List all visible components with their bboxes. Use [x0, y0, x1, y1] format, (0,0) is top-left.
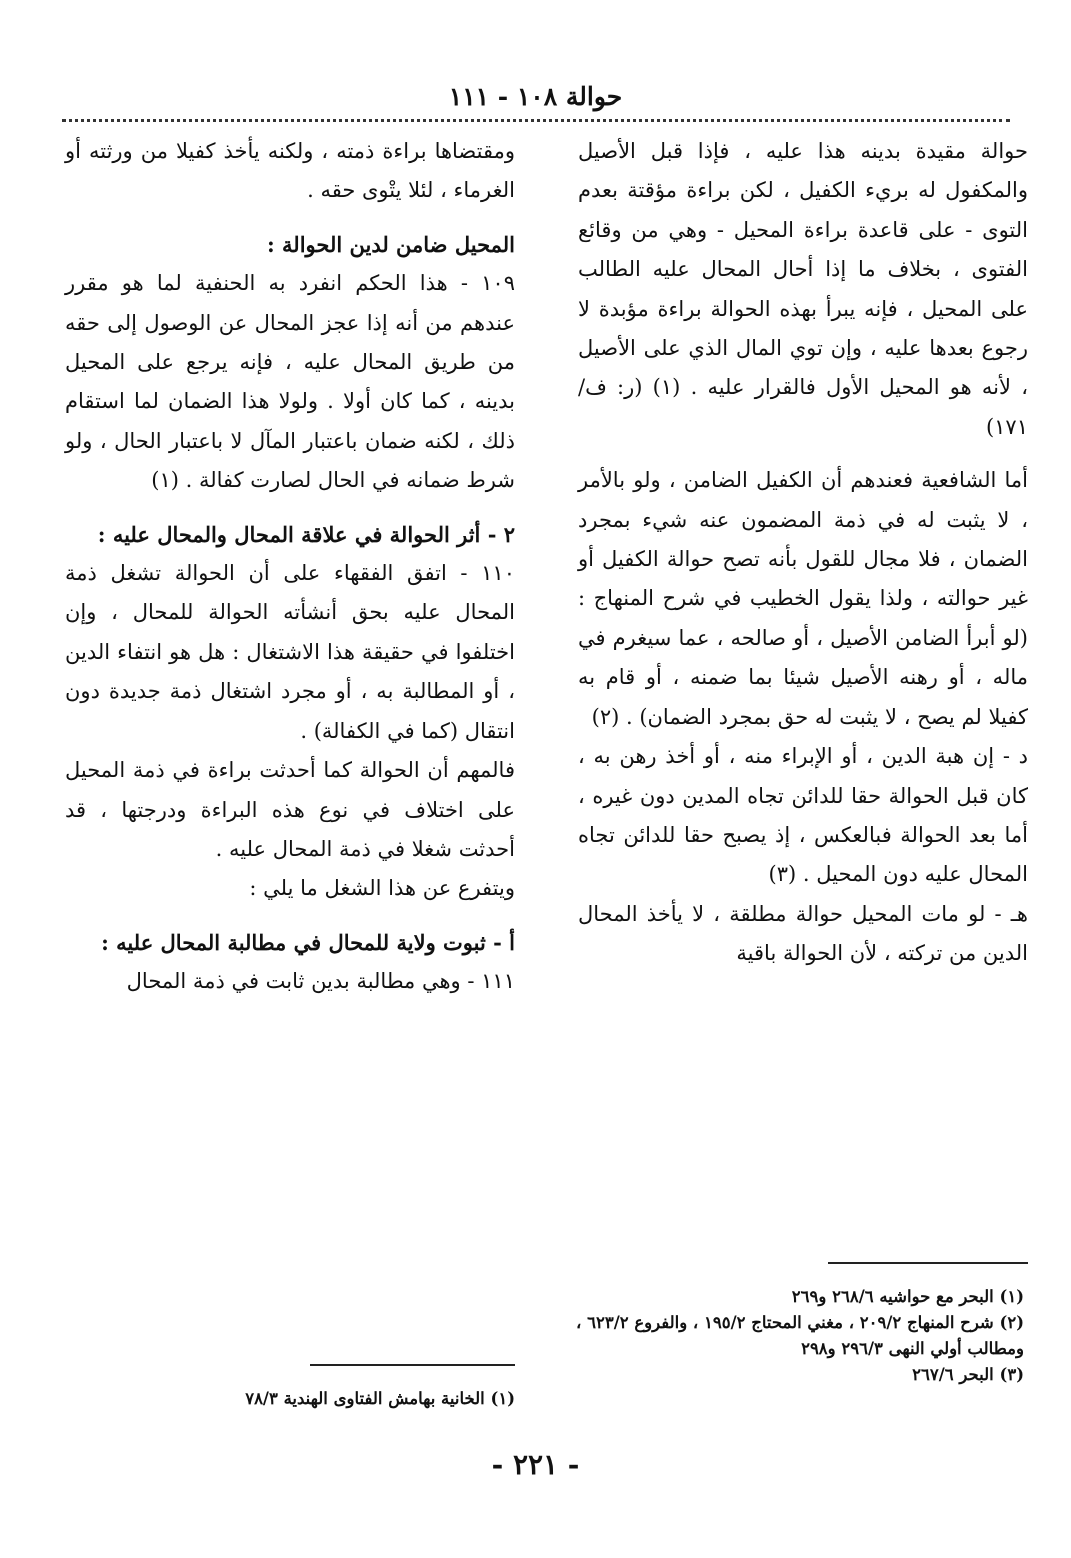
- footnote-left-1: (١) الخانية بهامش الفتاوى الهندية ٧٨/٣: [245, 1389, 515, 1408]
- page-number: - ٢٢١ -: [491, 1448, 580, 1481]
- footnote-2: (٢) شرح المنهاج ٢٠٩/٢ ، مغني المحتاج ١٩٥/٢ ، والفروع ٦٢٣/٢ ، ومطالب أولي النهى ٢٩٦/٣ و٢٩٨: [576, 1313, 1024, 1358]
- right-column: [578, 132, 1028, 974]
- paragraph-ha: هـ - لو مات المحيل حوالة مطلقة ، لا يأخذ المحال الدين من تركته ، لأن الحوالة باقية: [578, 901, 1028, 966]
- left-column: [65, 132, 515, 1002]
- paragraph-hawala-muqayyada: حوالة مقيدة بدينه هذا عليه ، فإذا قبل الأصيل والمكفول له بريء الكفيل ، لكن براءة مؤقتة بعدم التوى - على قاعدة براءة المحيل - وهي من وقائع الفتوى ، بخلاف ما إذا أحال المحال عليه الطالب على المحيل ، فإنه يبرأ بهذه الحوالة براءة مؤبدة لا رجوع بعدها عليه ، وإن توي المال الذي على الأصيل ، لأنه هو المحيل الأول فالقرار عليه . (١) (ر: ف/١٧١): [578, 139, 1028, 439]
- paragraph-important: فالمهم أن الحوالة كما أحدثت براءة في ذمة المحيل على اختلاف في نوع هذه البراءة ودرجتها ، قد أحدثت شغلا في ذمة المحال عليه .: [65, 758, 515, 861]
- footnote-separator-right: [828, 1262, 1028, 1264]
- section-heading-wilaya: أ - ثبوت ولاية للمحال في مطالبة المحال عليه :: [101, 929, 515, 955]
- footnotes-right: [574, 1284, 1024, 1388]
- footnotes-left: [70, 1386, 515, 1412]
- paragraph-110: ١١٠ - اتفق الفقهاء على أن الحوالة تشغل ذمة المحال عليه بحق أنشأته الحوالة للمحال ، وإن اختلفوا في حقيقة هذا الاشتغال : هل هو انتفاء الدين ، أو المطالبة به ، أو مجرد اشتغال ذمة جديدة دون انتقال (كما في الكفالة) .: [65, 561, 515, 743]
- header-dotted-rule: [62, 119, 1010, 122]
- footnote-1: (١) البحر مع حواشيه ٢٦٨/٦ و٢٦٩: [791, 1287, 1024, 1306]
- section-heading-muhil-damin: المحيل ضامن لدين الحوالة :: [266, 231, 515, 257]
- paragraph-109: ١٠٩ - هذا الحكم انفرد به الحنفية لما هو مقرر عندهم من أنه إذا عجز المحال عن الوصول إلى حقه من طريق المحال عليه ، فإنه يرجع على المحيل بدينه ، كما كان أولا . ولولا هذا الضمان لما استقام ذلك ، لكنه ضمان باعتبار المآل لا باعتبار الحال ، ولو شرط ضمانه في الحال لصارت كفالة . (١): [65, 271, 515, 493]
- paragraph-shafiiyya: أما الشافعية فعندهم أن الكفيل الضامن ، ولو بالأمر ، لا يثبت له في ذمة المضمون عنه شيء بمجرد الضمان ، فلا مجال للقول بأنه تصح حوالة الكفيل أو غير حوالته ، ولذا يقول الخطيب في شرح المنهاج : (لو أبرأ الضامن الأصيل ، أو صالحه ، عما سيغرم في ماله ، أو رهنه الأصيل شيئا بما ضمنه ، أو قام به كفيلا لم يصح ، لا يثبت له حق بمجرد الضمان) . (٢): [578, 468, 1028, 729]
- footnote-3: (٣) البحر ٢٦٧/٦: [912, 1365, 1024, 1384]
- paragraph-dal: د - إن هبة الدين ، أو الإبراء منه ، أو أخذ رهن به ، كان قبل الحوالة حقا للدائن تجاه المدين دون غيره ، أما بعد الحوالة فبالعكس ، إذ يصبح حقا للدائن تجاه المحال عليه دون المحيل . (٣): [578, 744, 1028, 887]
- paragraph-intro: ومقتضاها براءة ذمته ، ولكنه يأخذ كفيلا من ورثته أو الغرماء ، لئلا يتْوى حقه .: [65, 139, 515, 203]
- running-header: حوالة ١٠٨ - ١١١: [448, 82, 623, 111]
- paragraph-111: ١١١ - وهي مطالبة بدين ثابت في ذمة المحال: [126, 969, 515, 994]
- footnote-separator-left: [310, 1364, 515, 1366]
- section-heading-athar-al-hawala: ٢ - أثر الحوالة في علاقة المحال والمحال عليه :: [97, 521, 515, 547]
- paragraph-branch: ويتفرع عن هذا الشغل ما يلي :: [249, 876, 515, 901]
